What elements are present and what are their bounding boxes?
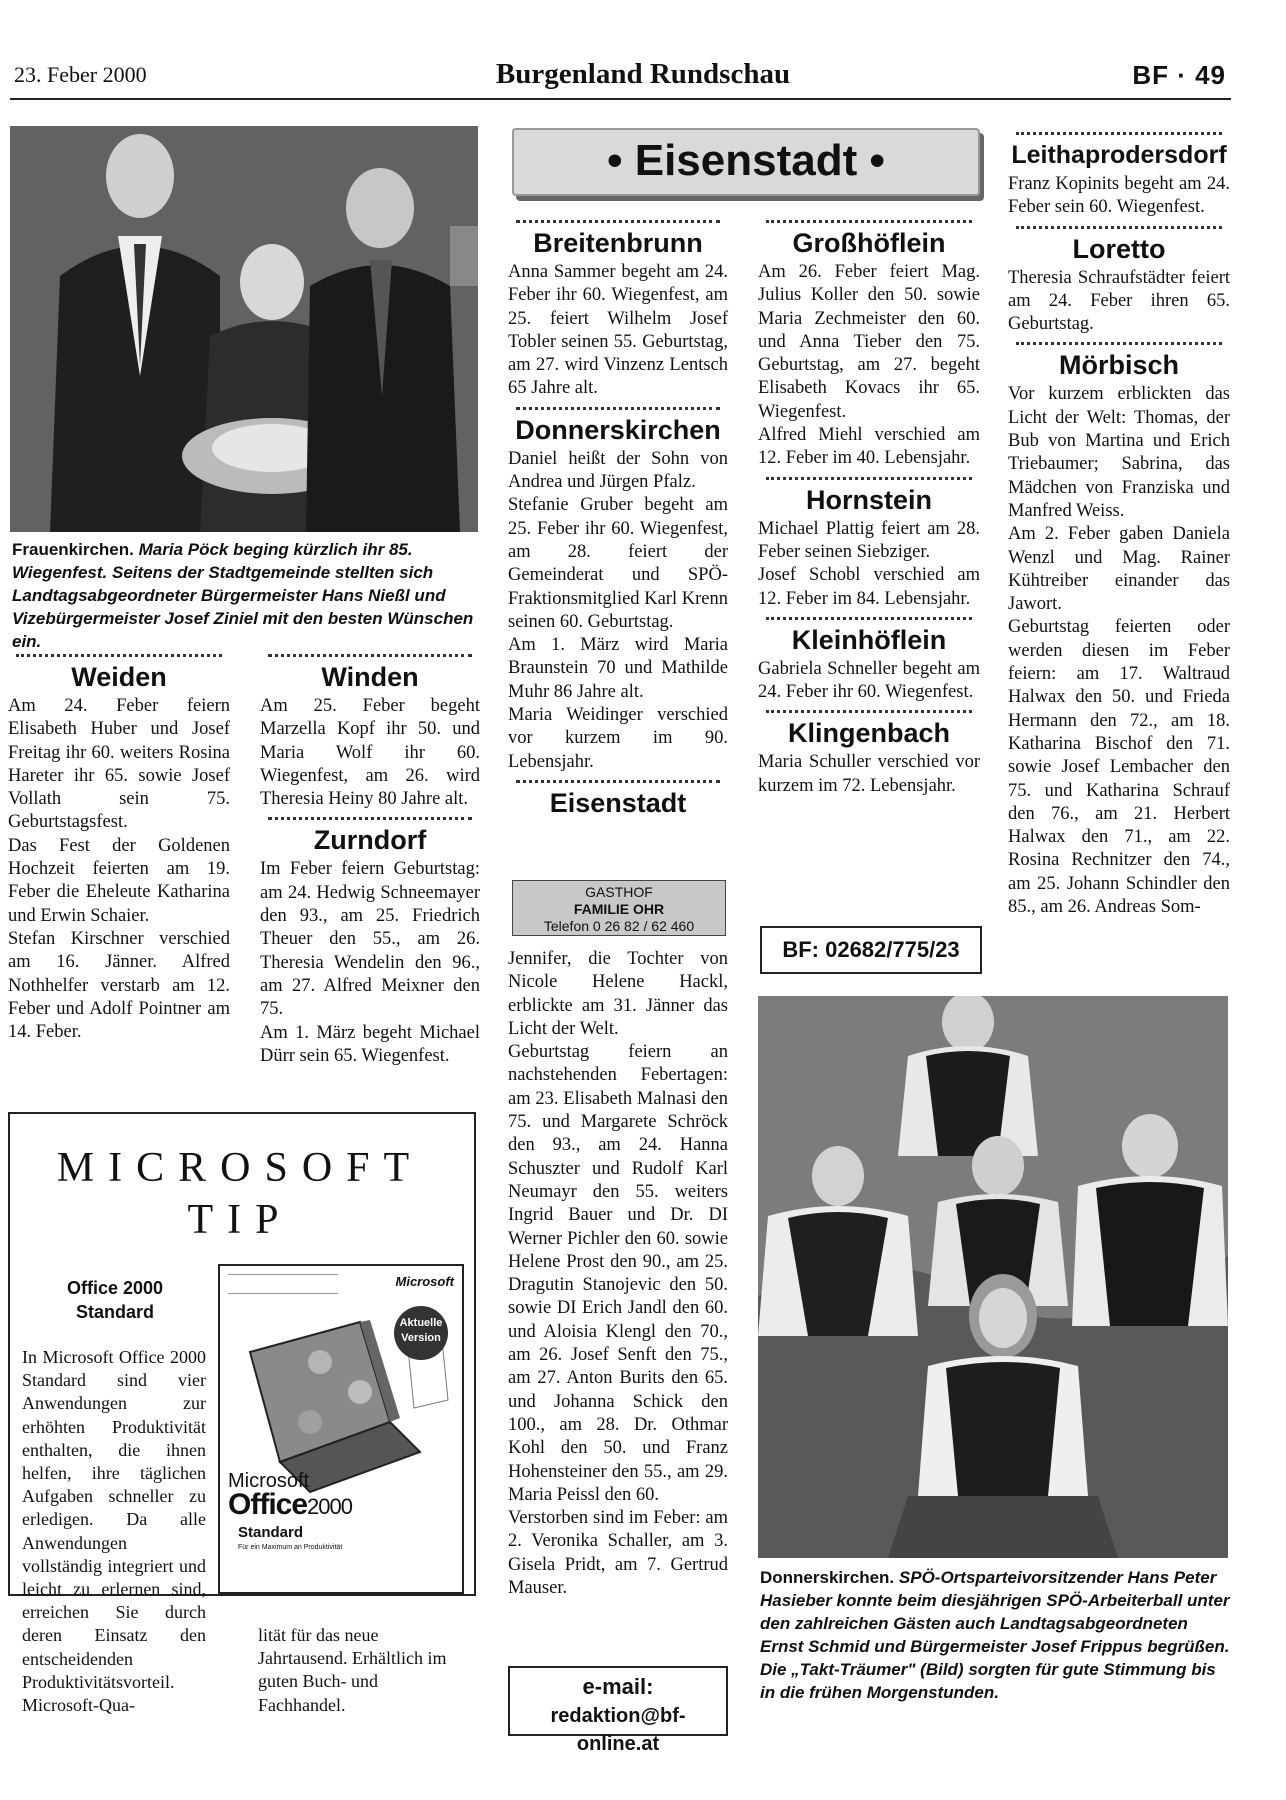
pkg-office-word: Office bbox=[228, 1488, 308, 1521]
issue-date: 23. Feber 2000 bbox=[14, 62, 147, 87]
mstip-body-right: lität für das neue Jahrtausend. Erhältlich im guten Buch- und Fachhandel. bbox=[258, 1625, 447, 1715]
donnerskirchen-paragraph-1: Daniel heißt der Sohn von Andrea und Jürgen Pfalz. bbox=[508, 448, 728, 493]
caption-text: SPÖ-Ortsparteivorsitzender Hans Peter Hasieber konnte beim diesjährigen SPÖ-Arbeiterball unter den zahlreichen Gästen auch Landtagsabgeordneten Ernst Schmid und Bürgermeister Josef Frippus begrüßen. Die „Takt-Träumer" (Bild) sorgten für gute Stimmung bis in die frühen Morgenstunden. bbox=[760, 1568, 1230, 1702]
mstip-subtitle bbox=[30, 1276, 200, 1324]
region-banner-title: • Eisenstadt • bbox=[607, 136, 885, 185]
dotted-divider bbox=[766, 220, 972, 223]
section-heading-breitenbrunn: Breitenbrunn bbox=[533, 228, 703, 258]
section-heading-kleinhoeflein: Kleinhöflein bbox=[791, 624, 947, 655]
section-heading-klingenbach: Klingenbach bbox=[787, 718, 950, 749]
office-package-image bbox=[218, 1264, 464, 1594]
zurndorf-paragraph-2: Am 1. März begeht Michael Dürr sein 65. Wiegenfest. bbox=[260, 1022, 480, 1066]
pkg-office-year: 2000 bbox=[307, 1494, 352, 1519]
column-grosshoeflein bbox=[758, 220, 980, 798]
kleinhoeflein-paragraph-1: Gabriela Schneller begeht am 24. Feber ihr 60. Wiegenfest. bbox=[758, 658, 980, 703]
section-heading-weiden: Weiden bbox=[71, 662, 167, 692]
dotted-divider bbox=[766, 477, 972, 480]
weiden-paragraph-2: Das Fest der Goldenen Hochzeit feierten am 19. Feber die Eheleute Katharina und Erwin Schaier. bbox=[8, 835, 230, 926]
loretto-paragraph-1: Theresia Schraufstädter feiert am 24. Feber ihren 65. Geburtstag. bbox=[1008, 267, 1230, 335]
moerbisch-paragraph-2: Am 2. Feber gaben Daniela Wenzl und Mag. Rainer Kühtreiber einander das Jawort. bbox=[1008, 524, 1230, 615]
bf-phone-box: BF: 02682/775/23 bbox=[760, 926, 982, 974]
moerbisch-paragraph-3: Geburtstag feierten oder werden diesen im Feber feiern: am 17. Waltraud Halwax den 50. und Frieda Hermann den 72., am 18. Katharina Bischof den 71. sowie Josef Lembacher den 75. und Katharina Schrauf den 76., am 21. Herbert Halwax den 71., am 22. Rosina Rechnitzer den 74., am 25. Johann Schindler den 85., am 26. Andreas Som- bbox=[1008, 617, 1230, 918]
mstip-body-left: In Microsoft Office 2000 Standard sind vier Anwendungen zur erhöhten Produktivität enthalten, die ihnen helfen, ihre täglichen Aufgaben schneller zu erledigen. Da alle Anwendungen vollständig integriert und leicht zu erlernen sind, erreichen Sie durch deren Einsatz den entscheidenden Produktivitätsvorteil. Microsoft-Qua- bbox=[22, 1347, 206, 1716]
column-leithaprodersdorf bbox=[1008, 126, 1230, 919]
klingenbach-paragraph-1: Maria Schuller verschied vor kurzem im 72. Lebensjahr. bbox=[758, 752, 980, 796]
photo-frauenkirchen-image bbox=[10, 126, 478, 532]
moerbisch-paragraph-1: Vor kurzem erblickten das Licht der Welt: Thomas, der Bub von Martina und Erich Triebaumer; Sabrina, das Mädchen von Franziska und Manfred Weiss. bbox=[1008, 384, 1230, 521]
column-winden-zurndorf bbox=[260, 654, 480, 1068]
dotted-divider bbox=[516, 407, 720, 410]
pkg-brand: Microsoft bbox=[395, 1274, 454, 1289]
weiden-paragraph-1: Am 24. Feber feiern Elisabeth Huber und Josef Freitag ihr 60. weiters Rosina Hareter ihr 65. sowie Josef Vollath sein 75. Geburtstagsfest. bbox=[8, 696, 230, 833]
region-banner bbox=[512, 128, 980, 196]
dotted-divider bbox=[268, 817, 472, 820]
section-heading-moerbisch: Mörbisch bbox=[1058, 350, 1179, 381]
section-heading-eisenstadt: Eisenstadt bbox=[549, 787, 687, 818]
breitenbrunn-paragraph-1: Anna Sammer begeht am 24. Feber ihr 60. Wiegenfest, am 25. feiert Wilhelm Josef Tobler seinen 55. Geburtstag, am 27. wird Vinzenz Lentsch 65 Jahre alt. bbox=[508, 262, 728, 399]
section-heading-grosshoeflein: Großhöflein bbox=[792, 228, 946, 258]
dotted-divider bbox=[1016, 342, 1222, 345]
section-heading-zurndorf: Zurndorf bbox=[313, 825, 427, 856]
grosshoeflein-paragraph-2: Alfred Miehl verschied am 12. Feber im 40. Lebensjahr. bbox=[758, 425, 980, 469]
donnerskirchen-paragraph-2: Stefanie Gruber begeht am 25. Feber ihr 60. Wiegenfest, am 28. feiert der Gemeinderat und SPÖ-Fraktionsmitglied Karl Krenn seinen 60. Geburtstag. bbox=[508, 495, 728, 632]
section-heading-donnerskirchen: Donnerskirchen bbox=[515, 414, 721, 445]
eisenstadt-paragraph-2: Geburtstag feiern an nachstehenden Febertagen: am 23. Elisabeth Malnasi den 75. und Margarete Schröck den 93., am 24. Hanna Schuszter und Rudolf Karl Neumayr den 55. weiters Ingrid Bauer und Dr. DI Werner Pichler den 60. sowie Helene Prost den 90., am 25. Dragutin Stanojevic den 50. sowie DI Erich Jandl den 60. und Aloisia Klengl den 70., am 26. Josef Senft den 75., am 27. Anton Burits den 65. und Johanna Schick den 100., am 28. Dr. Othmar Kohl den 50. und Franz Hohensteiner den 55., am 29. Maria Peissl den 60. bbox=[508, 1042, 728, 1505]
section-heading-leithaprodersdorf: Leithaprodersdorf bbox=[1011, 141, 1227, 169]
leitha-paragraph-1: Franz Kopinits begeht am 24. Feber sein 60. Wiegenfest. bbox=[1008, 174, 1230, 218]
photo-takt-traeumer-image bbox=[758, 996, 1228, 1558]
pkg-tagline: Für ein Maximum an Produktivität bbox=[238, 1544, 343, 1551]
hornstein-paragraph-1: Michael Plattig feiert am 28. Feber seinen Siebziger. bbox=[758, 518, 980, 562]
dotted-divider bbox=[766, 617, 972, 620]
donnerskirchen-paragraph-4: Maria Weidinger verschied vor kurzem im 90. Lebensjahr. bbox=[508, 705, 728, 772]
pkg-ms: Microsoft bbox=[228, 1470, 310, 1492]
caption-place: Donnerskirchen. bbox=[760, 1568, 895, 1587]
mstip-title-line-2: TIP bbox=[187, 1197, 293, 1243]
header-rule bbox=[10, 98, 1231, 100]
eisenstadt-paragraph-3: Verstorben sind im Feber: am 2. Veronika Schaller, am 3. Gisela Pridt, am 7. Gertrud Mauser. bbox=[508, 1508, 728, 1599]
pkg-header-lines bbox=[228, 1274, 338, 1294]
gasthof-ad bbox=[512, 880, 726, 936]
section-heading-winden: Winden bbox=[321, 662, 419, 692]
caption-text: Maria Pöck beging kürzlich ihr 85. Wiegenfest. Seitens der Stadtgemeinde stellten sich Landtagsabgeordneter Bürgermeister Hans Nießl und Vizebürgermeister Josef Ziniel mit den besten Wünschen ein. bbox=[12, 540, 474, 651]
section-heading-loretto: Loretto bbox=[1072, 233, 1166, 264]
column-eisenstadt-district bbox=[508, 220, 728, 821]
pkg-office bbox=[228, 1488, 352, 1522]
photo-takt-traeumer-caption bbox=[760, 1566, 1230, 1704]
mstip-subtitle-line-2: Standard bbox=[75, 1302, 154, 1322]
email-address[interactable]: redaktion@bf-online.at bbox=[550, 1705, 686, 1755]
page-number: BF · 49 bbox=[1132, 60, 1226, 90]
gasthof-line-3: Telefon 0 26 82 / 62 460 bbox=[543, 918, 695, 934]
photo-takt-traeumer bbox=[758, 996, 1228, 1558]
zurndorf-paragraph-1: Im Feber feiern Geburtstag: am 24. Hedwig Schneemayer den 93., am 25. Friedrich Theuer den 55., am 26. Theresia Wendelin den 96., am 27. Alfred Meixner den 75. bbox=[260, 859, 480, 1020]
mstip-title-line-1: MICROSOFT bbox=[56, 1145, 424, 1191]
dotted-divider bbox=[516, 220, 720, 223]
gasthof-line-2: FAMILIE OHR bbox=[573, 901, 665, 917]
email-label: e-mail: bbox=[582, 1674, 654, 1699]
photo-frauenkirchen bbox=[10, 126, 478, 532]
microsoft-tip-title bbox=[40, 1142, 440, 1246]
pkg-standard: Standard bbox=[238, 1524, 304, 1541]
column-weiden bbox=[8, 654, 230, 1044]
weiden-paragraph-3: Stefan Kirschner verschied am 16. Jänner. Alfred Nothhelfer verstarb am 12. Feber und Adolf Pointner am 14. Feber. bbox=[8, 928, 230, 1043]
publication-title: Burgenland Rundschau bbox=[495, 58, 791, 90]
hornstein-paragraph-2: Josef Schobl verschied am 12. Feber im 84. Lebensjahr. bbox=[758, 565, 980, 609]
dotted-divider bbox=[16, 654, 222, 657]
dotted-divider bbox=[1016, 132, 1222, 135]
dotted-divider bbox=[268, 654, 472, 657]
dotted-divider bbox=[1016, 226, 1222, 229]
column-eisenstadt-text bbox=[508, 948, 728, 1600]
dotted-divider bbox=[516, 780, 720, 783]
section-heading-hornstein: Hornstein bbox=[805, 484, 932, 515]
grosshoeflein-paragraph-1: Am 26. Feber feiert Mag. Julius Koller den 50. sowie Maria Zechmeister den 60. und Anna Tieber den 75. Geburtstag, am 27. begeht Elisabeth Kovacs ihr 65. Wiegenfest. bbox=[758, 262, 980, 422]
email-box bbox=[508, 1666, 728, 1755]
eisenstadt-paragraph-1: Jennifer, die Tochter von Nicole Helene Hackl, erblickte am 31. Jänner das Licht der Welt. bbox=[508, 949, 728, 1039]
winden-paragraph-1: Am 25. Feber begeht Marzella Kopf ihr 50. und Maria Wolf ihr 60. Wiegenfest, am 26. wird Theresia Heiny 80 Jahre alt. bbox=[260, 696, 480, 810]
mstip-subtitle-line-1: Office 2000 bbox=[66, 1278, 164, 1298]
donnerskirchen-paragraph-3: Am 1. März wird Maria Braunstein 70 und Mathilde Muhr 86 Jahre alt. bbox=[508, 635, 728, 702]
caption-place: Frauenkirchen. bbox=[12, 540, 134, 559]
gasthof-line-1: GASTHOF bbox=[585, 884, 653, 900]
photo-frauenkirchen-caption bbox=[12, 538, 478, 653]
dotted-divider bbox=[766, 710, 972, 713]
pkg-badge: Aktuelle Version bbox=[394, 1306, 448, 1360]
